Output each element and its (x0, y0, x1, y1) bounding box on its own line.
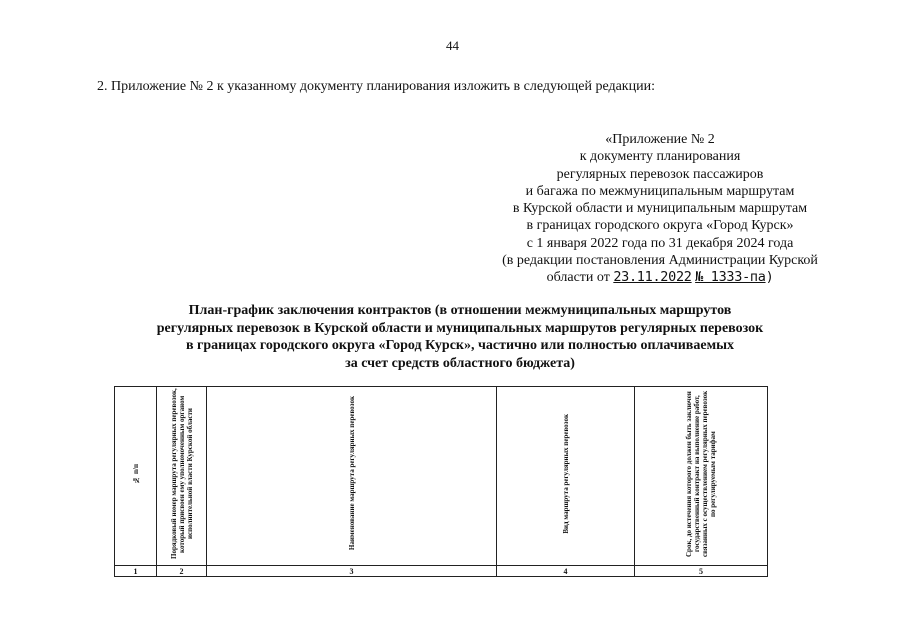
title-line: в границах городского округа «Город Курск», частично или полностью оплачиваемых (185, 338, 735, 354)
header-text: Порядковый номер маршрута регулярных перевозок, который присвоен ему уполномоченным органом исполнительной власти Курской области (169, 388, 194, 559)
header-cell-route-type (497, 387, 635, 566)
header-cell-deadline (635, 387, 768, 566)
annex-line: в границах городского округа «Город Курск» (526, 218, 794, 234)
header-text: Наименование маршрута регулярных перевозок (347, 396, 356, 551)
table-header-row (115, 387, 768, 566)
annex-line: в Курской области и муниципальным маршрутам (512, 201, 808, 217)
annex-line: и багажа по межмуниципальным маршрутам (525, 183, 795, 199)
contracts-schedule-table (114, 386, 768, 577)
column-number-cell: 5 (635, 566, 768, 577)
page-number: 44 (446, 38, 459, 53)
annex-line: «Приложение № 2 (605, 132, 715, 147)
title-line: План-график заключения контрактов (в отношении межмуниципальных маршрутов (188, 303, 732, 318)
annex-line: регулярных перевозок пассажиров (556, 166, 764, 182)
column-number-cell: 1 (115, 566, 157, 577)
header-cell-route-id (157, 387, 207, 566)
annex-last-line (480, 269, 840, 286)
annex-last-prefix: области от (546, 270, 610, 286)
header-cell-number (115, 387, 157, 566)
header-text: Срок, до истечения которого должен быть заключен государственный контракт на выполнение работ, связанных с осуществлением регулярных перевозок по регулируемым тарифам (685, 390, 717, 557)
table-number-row (115, 566, 768, 577)
header-text: Вид маршрута регулярных перевозок (561, 413, 570, 534)
annex-line: с 1 января 2022 года по 31 декабря 2024 года (526, 235, 794, 251)
column-number-cell: 3 (207, 566, 497, 577)
annex-line: к документу планирования (579, 149, 741, 165)
annex-line: (в редакции постановления Администрации Курской (502, 253, 818, 269)
intro-paragraph: 2. Приложение № 2 к указанному документу планирования изложить в следующей редакции: (97, 79, 655, 94)
header-text: № п/п (131, 463, 140, 484)
annex-closing-paren: ) (765, 269, 774, 286)
decree-date-stamp: 23.11.2022 (613, 269, 692, 286)
decree-number-stamp: № 1333-па (695, 269, 766, 286)
column-number-cell: 4 (497, 566, 635, 577)
column-number-cell: 2 (157, 566, 207, 577)
title-line: за счет средств областного бюджета) (345, 355, 575, 371)
annex-header (480, 131, 840, 287)
header-cell-route-name (207, 387, 497, 566)
document-title (100, 302, 820, 372)
title-line: регулярных перевозок в Курской области и муниципальных маршрутов регулярных перевозок (156, 320, 764, 336)
